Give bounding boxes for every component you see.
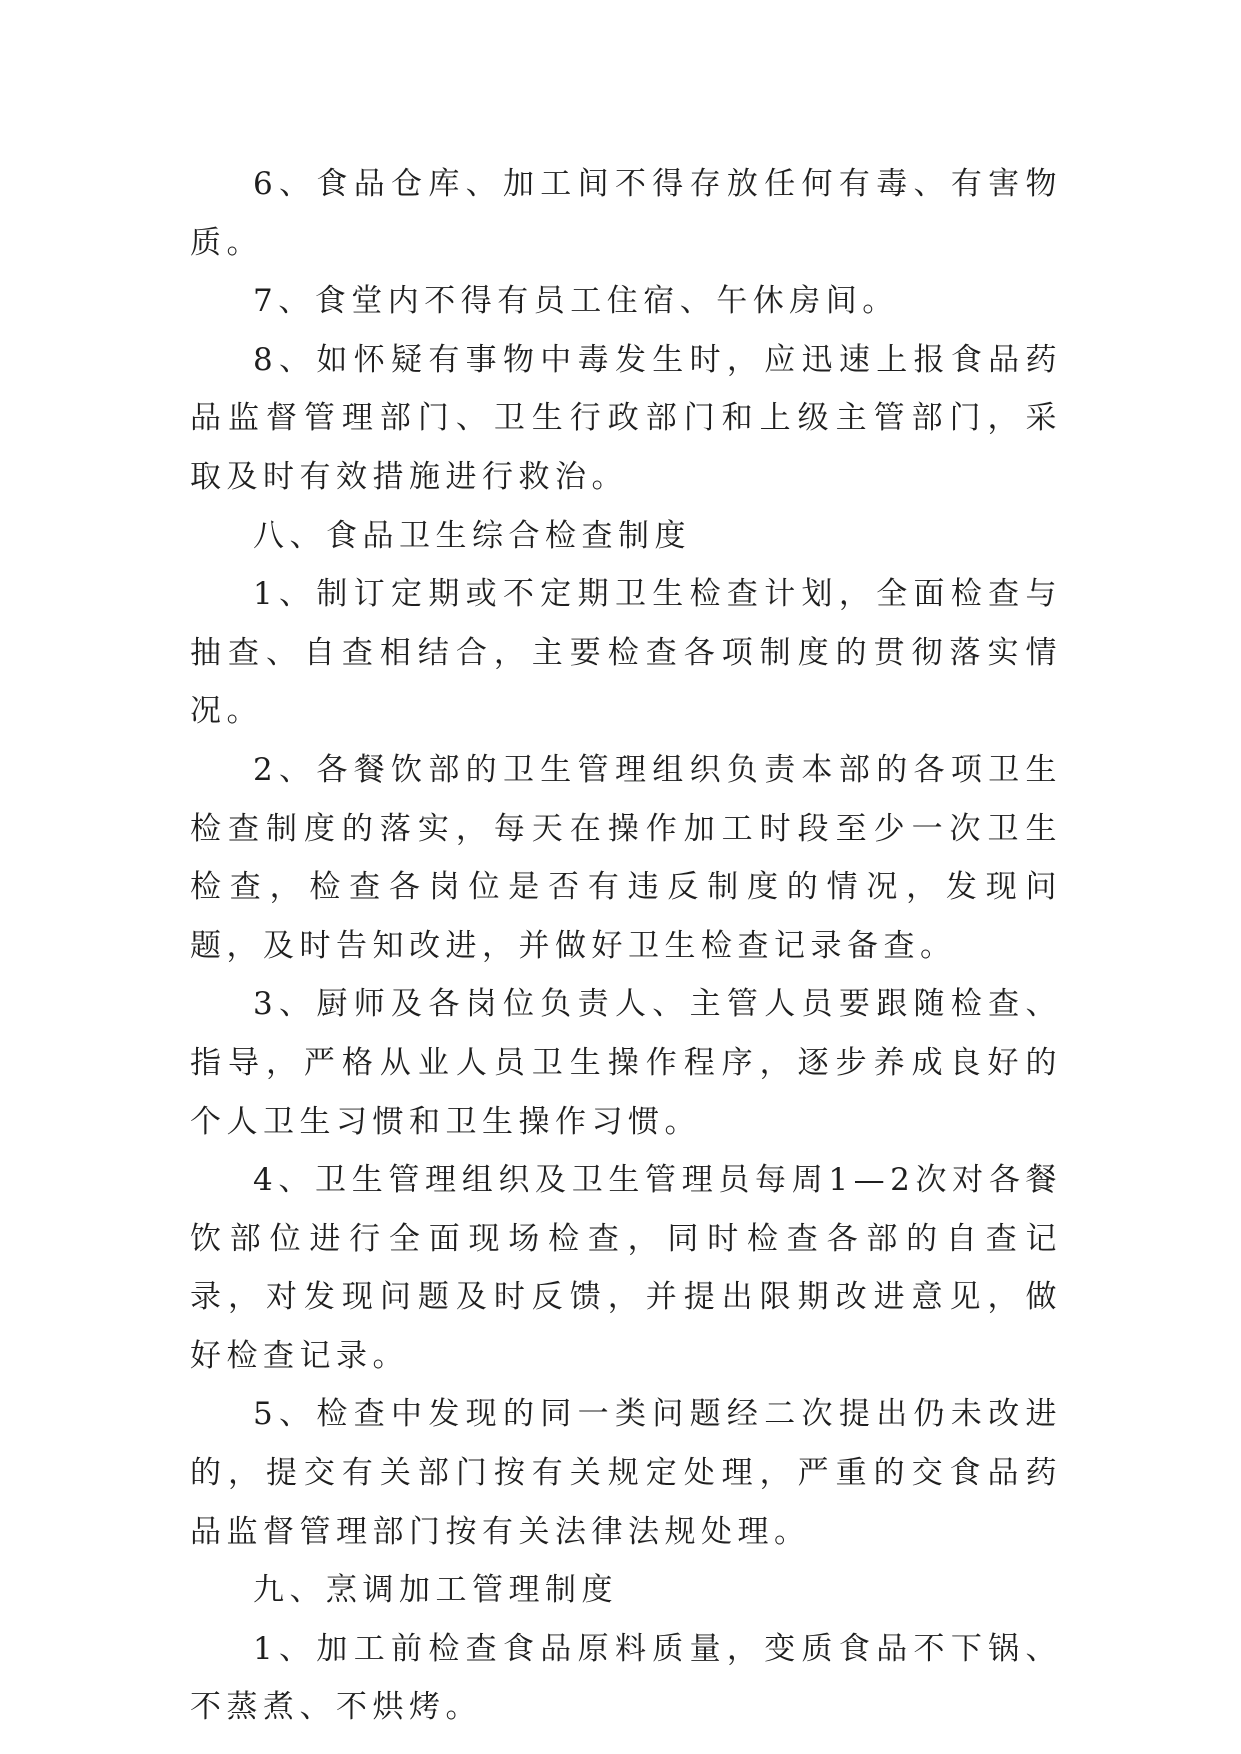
- paragraph-inspection-1: 1、制订定期或不定期卫生检查计划，全面检查与抽查、自查相结合，主要检查各项制度的贯彻落实情况。: [190, 576, 1062, 730]
- paragraph-inspection-4: 4、卫生管理组织及卫生管理员每周1—2次对各餐饮部位进行全面现场检查，同时检查各部的自查记录，对发现问题及时反馈，并提出限期改进意见，做好检查记录。: [190, 1162, 1062, 1374]
- section-heading-cooking: 九、烹调加工管理制度: [253, 1572, 618, 1609]
- document-body: [190, 155, 1062, 1737]
- paragraph-inspection-2: 2、各餐饮部的卫生管理组织负责本部的各项卫生检查制度的落实，每天在操作加工时段至少一次卫生检查，检查各岗位是否有违反制度的情况，发现问题，及时告知改进，并做好卫生检查记录备查。: [190, 751, 1062, 964]
- paragraph-item-7: 7、食堂内不得有员工住宿、午休房间。: [253, 283, 899, 320]
- paragraph-item-6: 6、食品仓库、加工间不得存放任何有毒、有害物质。: [190, 166, 1062, 261]
- paragraph-inspection-3: 3、厨师及各岗位负责人、主管人员要跟随检查、指导，严格从业人员卫生操作程序，逐步养成良好的个人卫生习惯和卫生操作习惯。: [190, 986, 1062, 1140]
- paragraph-cooking-1: 1、加工前检查食品原料质量，变质食品不下锅、不蒸煮、不烘烤。: [190, 1630, 1062, 1726]
- paragraph-item-8: 8、如怀疑有事物中毒发生时，应迅速上报食品药品监督管理部门、卫生行政部门和上级主管部门，采取及时有效措施进行救治。: [190, 341, 1062, 495]
- paragraph-inspection-5: 5、检查中发现的同一类问题经二次提出仍未改进的，提交有关部门按有关规定处理，严重的交食品药品监督管理部门按有关法律法规处理。: [190, 1396, 1062, 1550]
- section-heading-inspection: 八、食品卫生综合检查制度: [253, 517, 691, 554]
